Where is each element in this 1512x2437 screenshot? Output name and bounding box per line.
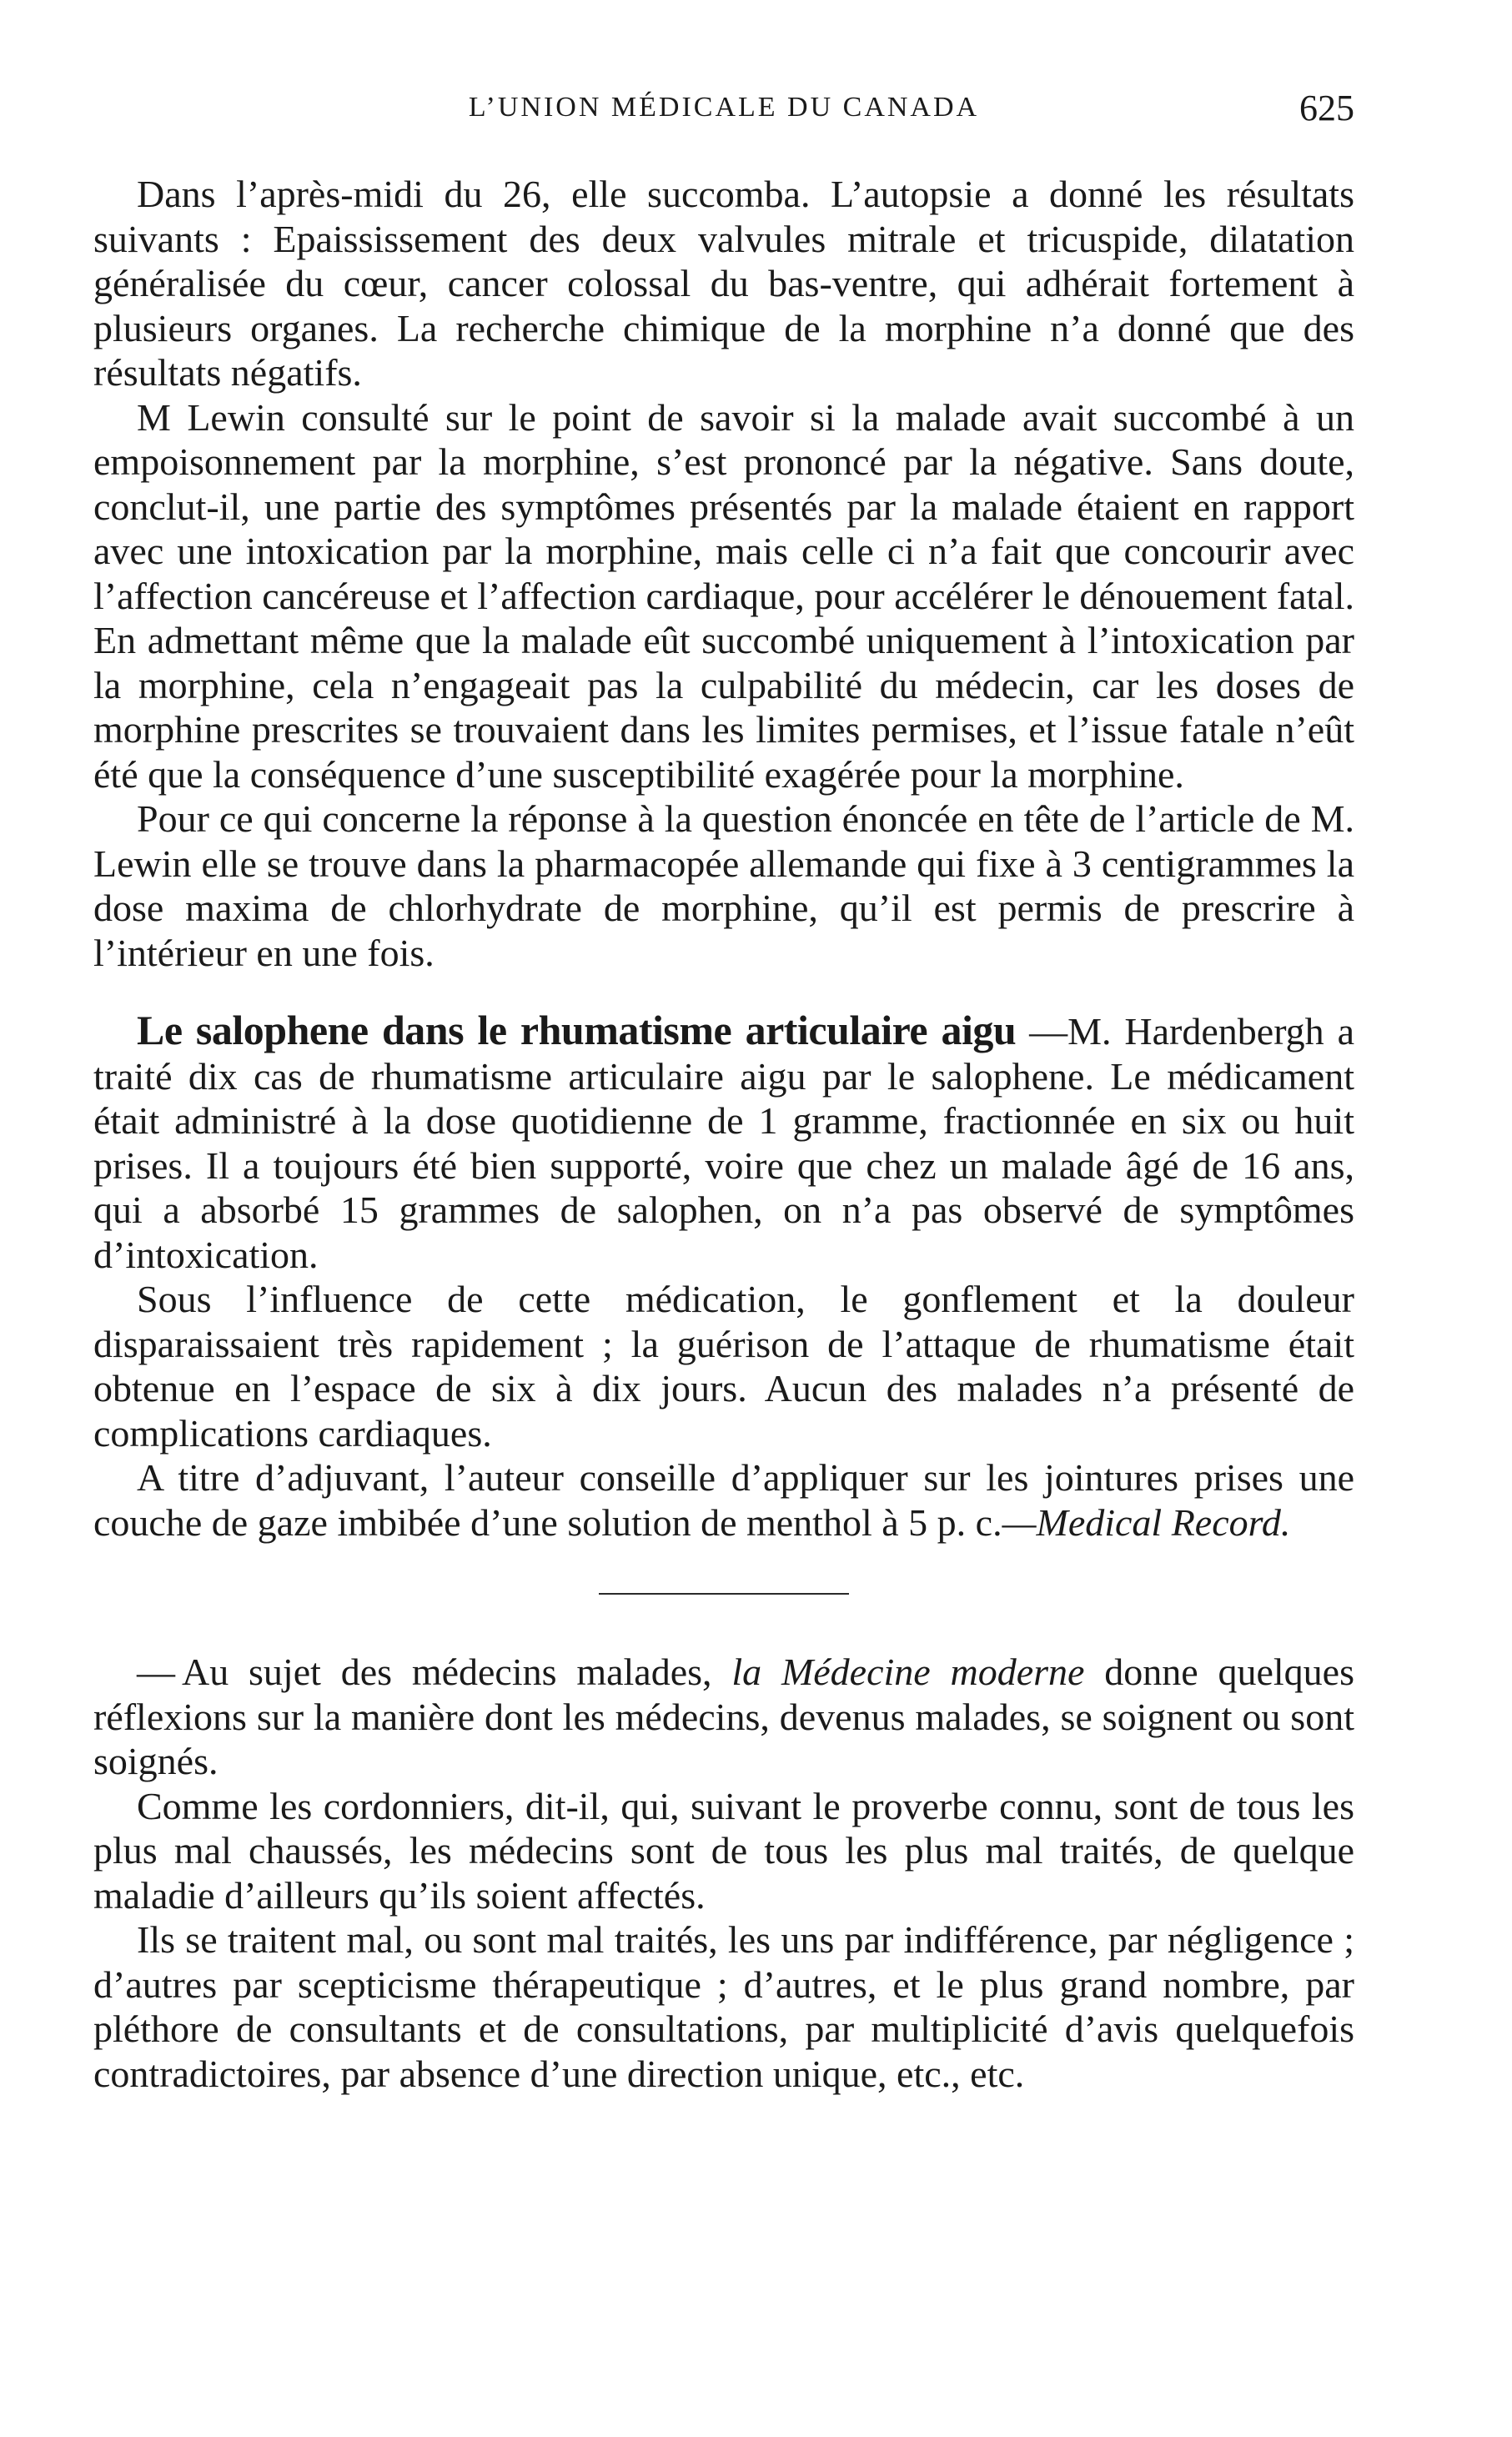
journal-page xyxy=(93,87,1354,2096)
source-citation: —Medical Record. xyxy=(1002,1500,1291,1544)
article-heading: Le salophene dans le rhumatisme articulaire aigu xyxy=(137,1007,1017,1053)
paragraph-text: Au sujet des médecins malades, xyxy=(182,1651,732,1693)
paragraph: Dans l’après-midi du 26, elle succomba. L’autopsie a donné les résultats suivants : Epaississement des deux valvules mitrale et tricuspide, dilatation généralisée du cœur, cancer colossal du bas-ventre, qui adhérait fortement à plusieurs organes. La recherche chimique de la morphine n’a donné que des résultats négatifs. xyxy=(93,173,1354,394)
paragraph-text: —M. Hardenbergh a traité dix cas de rhumatisme articulaire aigu par le salophene. Le médicament était administré à la dose quotidienne de 1 gramme, fractionnée en six ou huit prises. Il a toujours été bien supporté, voire que chez un malade âgé de 16 ans, qui a absorbé 15 grammes de salophen, on n’a pas observé de symptômes d’intoxication. xyxy=(93,1010,1354,1276)
paragraph xyxy=(93,1008,1354,1277)
paragraph: Sous l’influence de cette médication, le gonflement et la douleur disparaissaient très rapidement ; la guérison de l’attaque de rhumatisme était obtenue en l’espace de six à dix jours. Aucun des malades n’a présenté de complications cardiaques. xyxy=(93,1278,1354,1455)
article-autopsy-morphine xyxy=(93,172,1354,975)
page-number: 625 xyxy=(1299,88,1354,128)
article-salophene xyxy=(93,1008,1354,1545)
paragraph: Comme les cordonniers, dit-il, qui, suivant le proverbe connu, sont de tous les plus mal chaussés, les médecins sont de tous les plus mal traités, de quelque maladie d’ailleurs qu’ils soient affectés. xyxy=(93,1784,1354,1917)
paragraph: Pour ce qui concerne la réponse à la question énoncée en tête de l’article de M. Lewin elle se trouve dans la pharmacopée allemande qui fixe à 3 centigrammes la dose maxima de chlorhydrate de morphine, qu’il est permis de prescrire à l’intérieur en une fois. xyxy=(93,797,1354,974)
paragraph xyxy=(93,1650,1354,1784)
article-sick-doctors xyxy=(93,1650,1354,2096)
journal-title: la Médecine moderne xyxy=(731,1651,1085,1693)
paragraph xyxy=(93,1455,1354,1545)
lead-dash: — xyxy=(137,1651,175,1693)
paragraph-text: A titre d’adjuvant, l’auteur conseille d’appliquer sur les jointures prises une couche de gaze imbibée d’une solution de menthol à 5 p. c. xyxy=(93,1456,1354,1544)
paragraph: M Lewin consulté sur le point de savoir si la malade avait succombé à un empoisonnement par la morphine, s’est prononcé par la négative. Sans doute, conclut-il, une partie des symptômes présentés par la malade étaient en rapport avec une intoxication par la morphine, mais celle ci n’a fait que concourir avec l’affection cancéreuse et l’affection cardiaque, pour accélérer le dénouement fatal. En admettant même que la malade eût succombé uniquement à l’intoxication par la morphine, cela n’engageait pas la culpabilité du médecin, car les doses de morphine prescrites se trouvaient dans les limites permises, et l’issue fatale n’eût été que la conséquence d’une susceptibilité exagérée pour la morphine. xyxy=(93,395,1354,796)
running-title: L’UNION MÉDICALE DU CANADA xyxy=(468,92,980,123)
paragraph: Ils se traitent mal, ou sont mal traités, les uns par indifférence, par négligence ; d’autres par scepticisme thérapeutique ; d’autres, et le plus grand nombre, par pléthore de consultants et de consultations, par multiplicité d’avis quelquefois contradictoires, par absence d’une direction unique, etc., etc. xyxy=(93,1918,1354,2095)
section-divider xyxy=(599,1593,849,1595)
running-header xyxy=(93,87,1354,140)
paragraph-text: donne quelques réflexions sur la manière dont les médecins, devenus malades, se soignent ou sont soignés. xyxy=(93,1651,1355,1782)
